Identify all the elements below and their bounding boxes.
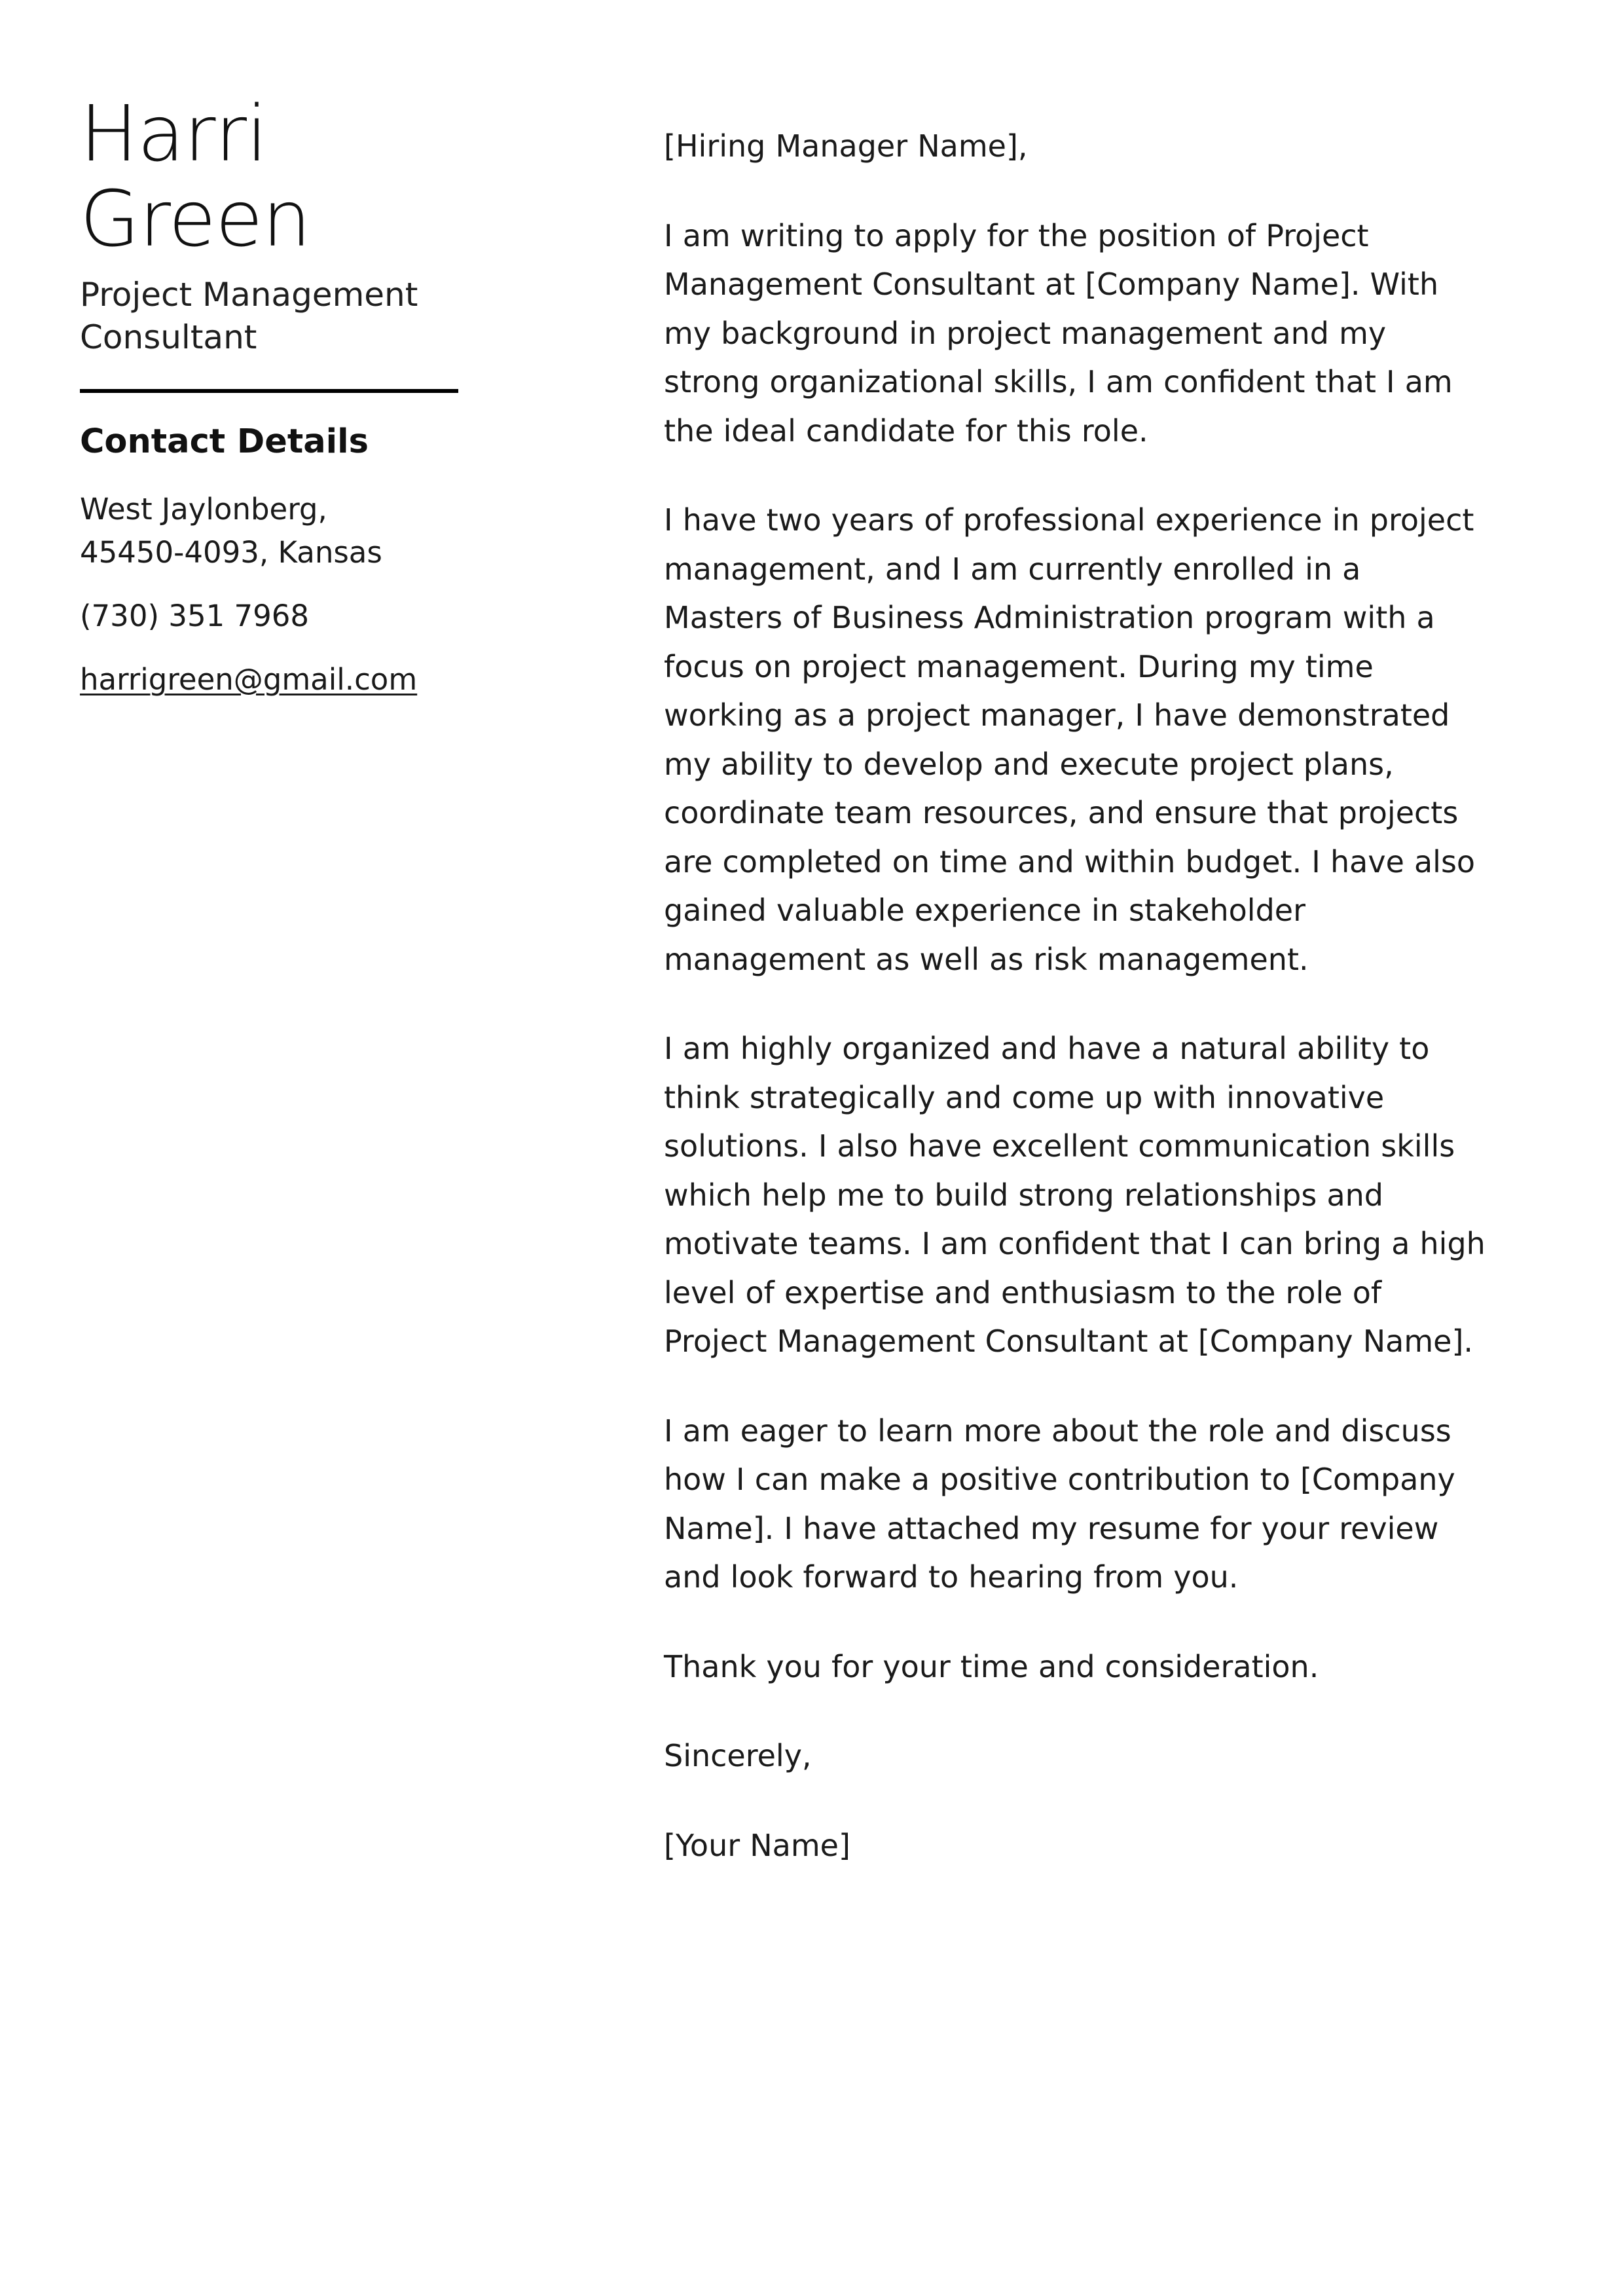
contact-email-item [80,658,473,722]
sidebar-divider [80,389,458,393]
letter-paragraph-3: I am highly organized and have a natural ability to think strategically and come up with innovative solutions. I also have excellent communication skills which help me to build strong relationships and motivate teams. I am confident that I can bring a high level of expertise and enthusiasm to the role of Project Management Consultant at [Company Name]. [664,1031,1486,1360]
candidate-last-name: Green [80,173,311,264]
candidate-first-name: Harri [80,88,267,179]
letter-signature: [Your Name] [664,1827,850,1863]
letter-body [664,122,1487,1870]
letter-thanks: Thank you for your time and consideration. [664,1648,1319,1684]
letter-salutation: [Hiring Manager Name], [664,128,1028,164]
letter-closing: Sincerely, [664,1738,812,1774]
sidebar [80,88,473,721]
contact-email-link[interactable]: harrigreen@gmail.com [80,661,418,697]
candidate-name [80,88,473,264]
contact-details-list [80,488,473,721]
contact-address: West Jaylonberg, 45450-4093, Kansas [80,491,382,570]
contact-details-heading: Contact Details [80,422,369,461]
candidate-job-title: Project Management Consultant [80,275,418,356]
letter-paragraph-4: I am eager to learn more about the role and discuss how I can make a positive contribution to [Company Name]. I have attached my resume for your review and look forward to hearing from you. [664,1413,1455,1595]
letter-paragraph-1: I am writing to apply for the position of Project Management Consultant at [Company Name]. With my background in project management and my strong organizational skills, I am confident that I am the ideal candidate for this role. [664,217,1453,449]
contact-phone[interactable]: (730) 351 7968 [80,598,310,633]
letter-paragraph-2: I have two years of professional experience in project management, and I am currently enrolled in a Masters of Business Administration program with a focus on project management. During my time working as a project manager, I have demonstrated my ability to develop and execute project plans, coordinate team resources, and ensure that projects are completed on time and within budget. I have also gained valuable experience in stakeholder management as well as risk management. [664,502,1476,977]
